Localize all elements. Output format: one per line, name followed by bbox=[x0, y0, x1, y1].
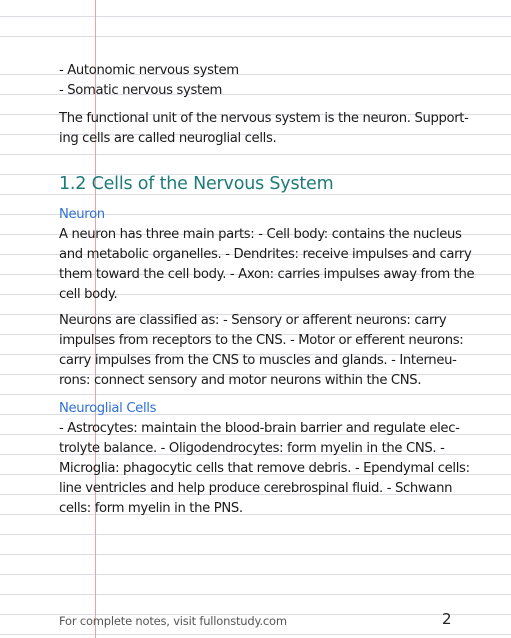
list-item: - Autonomic nervous system bbox=[59, 63, 239, 78]
text-line: cell body. bbox=[59, 287, 118, 302]
intro-list bbox=[59, 61, 453, 101]
text-line: ing cells are called neuroglial cells. bbox=[59, 131, 277, 146]
intro-paragraph bbox=[59, 109, 469, 149]
footer-note: For complete notes, visit fullonstudy.com bbox=[59, 614, 287, 628]
page-number: 2 bbox=[442, 610, 452, 628]
text-line: cells: form myelin in the PNS. bbox=[59, 501, 243, 516]
neuroglial-paragraph bbox=[59, 419, 470, 519]
section-title: 1.2 Cells of the Nervous System bbox=[59, 174, 334, 194]
text-line: line ventricles and help produce cerebrospinal fluid. - Schwann bbox=[59, 481, 453, 496]
neuron-subheading: Neuron bbox=[59, 207, 105, 222]
list-item: - Somatic nervous system bbox=[59, 83, 223, 98]
text-line: Microglia: phagocytic cells that remove debris. - Ependymal cells: bbox=[59, 461, 470, 476]
page-content bbox=[59, 61, 475, 519]
text-line: carry impulses from the CNS to muscles and glands. - Interneu- bbox=[59, 353, 457, 368]
text-line: and metabolic organelles. - Dendrites: receive impulses and carry bbox=[59, 247, 472, 262]
neuron-parts-paragraph bbox=[59, 225, 475, 305]
text-line: - Astrocytes: maintain the blood-brain barrier and regulate elec- bbox=[59, 421, 460, 436]
text-line: Neurons are classified as: - Sensory or afferent neurons: carry bbox=[59, 313, 447, 328]
neuroglial-subheading: Neuroglial Cells bbox=[59, 401, 157, 416]
text-line: impulses from receptors to the CNS. - Motor or efferent neurons: bbox=[59, 333, 464, 348]
text-line: The functional unit of the nervous system is the neuron. Support- bbox=[59, 111, 469, 126]
text-line: trolyte balance. - Oligodendrocytes: form myelin in the CNS. - bbox=[59, 441, 445, 456]
text-line: rons: connect sensory and motor neurons within the CNS. bbox=[59, 373, 422, 388]
text-line: them toward the cell body. - Axon: carries impulses away from the bbox=[59, 267, 475, 282]
text-line: A neuron has three main parts: - Cell body: contains the nucleus bbox=[59, 227, 462, 242]
neuron-classification-paragraph bbox=[59, 311, 464, 391]
